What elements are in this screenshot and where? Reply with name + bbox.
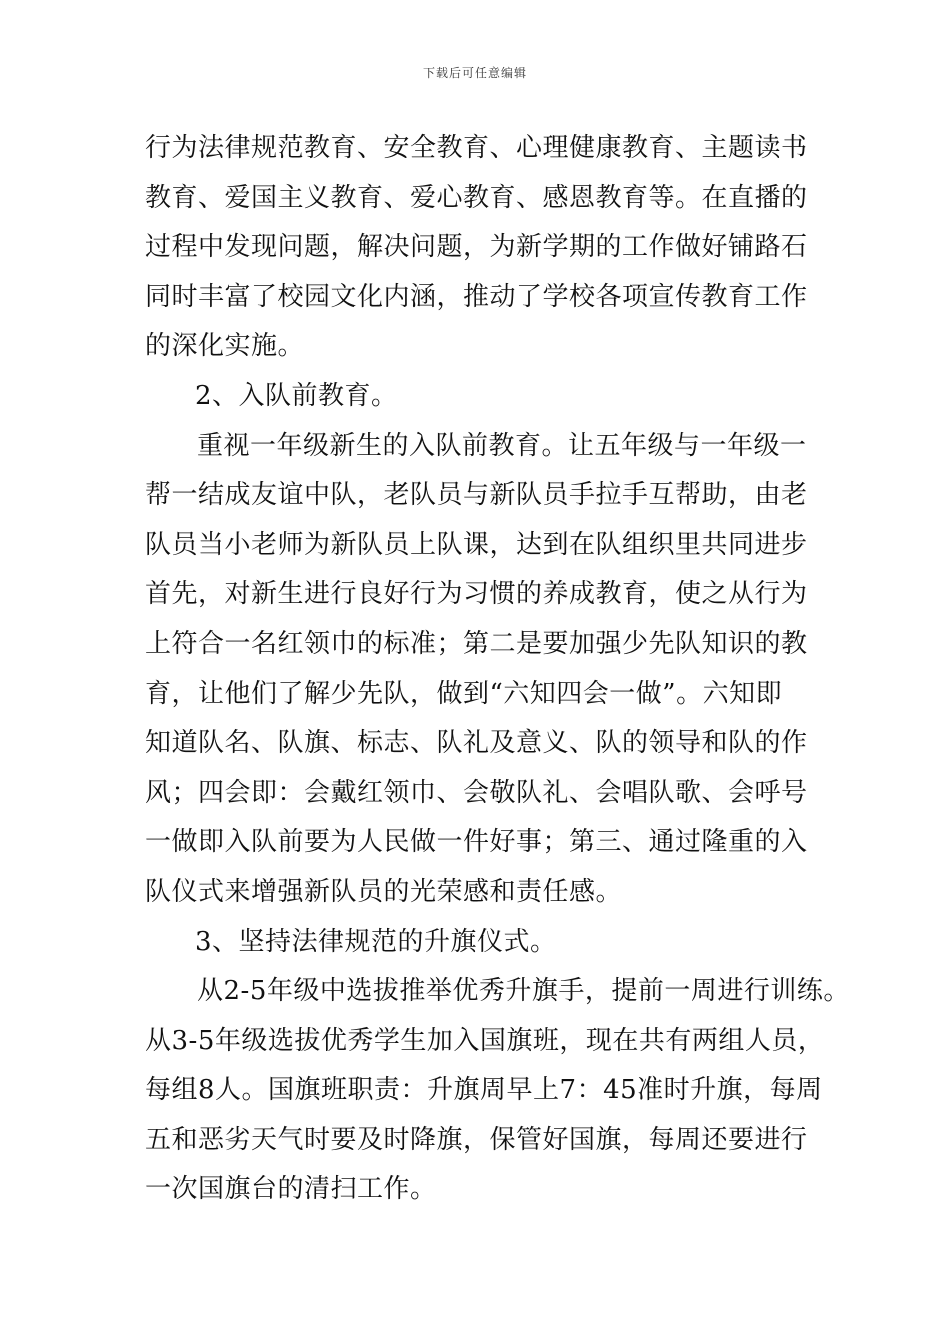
paragraph-start: 从2-5年级中选拔推举优秀升旗手，提前一周进行训练。	[197, 976, 850, 1007]
text-line: 每组8人。国旗班职责：升旗周早上7：45准时升旗，每周	[145, 1075, 823, 1106]
text-line: 知道队名、队旗、标志、队礼及意义、队的领导和队的作	[145, 728, 808, 759]
text-line: 队仪式来增强新队员的光荣感和责任感。	[145, 876, 623, 907]
text-line: 过程中发现问题，解决问题，为新学期的工作做好铺路石	[145, 232, 808, 263]
text-line: 一做即入队前要为人民做一件好事；第三、通过隆重的入	[145, 827, 808, 858]
text-line: 育，让他们了解少先队，做到“六知四会一做”。六知即	[145, 678, 783, 709]
text-line: 队员当小老师为新队员上队课，达到在队组织里共同进步	[145, 529, 808, 560]
text-line: 一次国旗台的清扫工作。	[145, 1174, 437, 1205]
text-line: 同时丰富了校园文化内涵，推动了学校各项宣传教育工作	[145, 281, 808, 312]
text-line: 帮一结成友谊中队，老队员与新队员手拉手互帮助，由老	[145, 480, 808, 511]
paragraph-start: 重视一年级新生的入队前教育。让五年级与一年级一	[197, 430, 807, 461]
text-line: 首先，对新生进行良好行为习惯的养成教育，使之从行为	[145, 579, 808, 610]
text-line: 从3-5年级选拔优秀学生加入国旗班，现在共有两组人员，	[145, 1025, 825, 1056]
section-heading-3: 3、坚持法律规范的升旗仪式。	[195, 926, 557, 957]
text-line: 教育、爱国主义教育、爱心教育、感恩教育等。在直播的	[145, 182, 808, 213]
page-header: 下载后可任意编辑	[422, 66, 527, 80]
section-heading-2: 2、入队前教育。	[195, 380, 398, 411]
text-line: 上符合一名红领巾的标准；第二是要加强少先队知识的教	[145, 628, 808, 659]
document-body	[145, 124, 850, 1215]
text-line: 行为法律规范教育、安全教育、心理健康教育、主题读书	[145, 133, 808, 163]
text-line: 的深化实施。	[145, 331, 305, 362]
text-line: 五和恶劣天气时要及时降旗，保管好国旗，每周还要进行	[145, 1124, 808, 1155]
text-line: 风；四会即：会戴红领巾、会敬队礼、会唱队歌、会呼号	[145, 777, 808, 808]
